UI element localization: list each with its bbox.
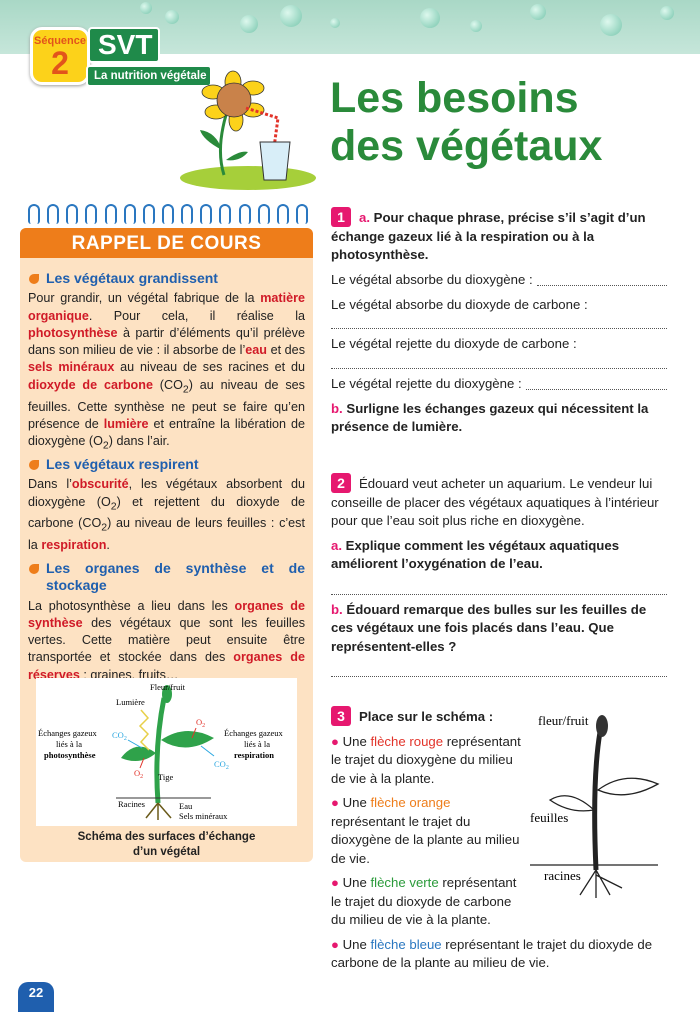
part-label: a.	[359, 210, 370, 225]
label-left-1: Échanges gazeux	[38, 728, 97, 738]
label-right-3: respiration	[234, 750, 274, 760]
text-segment: ) au niveau de ses feuilles. Cette synthèse ne peut se faire qu’en présence de	[28, 377, 305, 431]
key-term: sels minéraux	[28, 360, 115, 375]
sequence-number: 2	[51, 45, 69, 81]
label-sels: Sels minéraux	[179, 811, 228, 821]
question-text: Pour chaque phrase, précise s’il s’agit d’un échange gazeux lié à la respiration ou à la photosynthèse.	[331, 210, 646, 262]
bullet-icon: ●	[331, 875, 343, 890]
answer-field[interactable]	[526, 375, 667, 390]
section-title: Les organes de synthèse et de stockage	[28, 560, 305, 595]
label-tige: Tige	[158, 772, 174, 782]
answer-field[interactable]	[537, 271, 667, 286]
answer-field[interactable]	[331, 580, 667, 595]
text-segment: des végétaux que sont les feuilles vertes. Cette matière peut ensuite être transportée et stockée dans des	[28, 615, 305, 665]
exercise-1	[331, 207, 667, 437]
answer-field[interactable]	[331, 314, 667, 329]
instruction-item: ● Une flèche orange représentant le trajet du dioxygène de la plante au milieu de vie.	[331, 795, 520, 866]
label-o2-right: $O_2$	[196, 717, 206, 729]
exercise-2	[331, 473, 667, 681]
key-term: photosynthèse	[28, 325, 118, 340]
key-term: eau	[245, 343, 267, 358]
sequence-label: Séquence	[34, 35, 86, 47]
course-section	[28, 456, 305, 555]
key-term: respiration	[41, 538, 107, 553]
text-segment: ) au niveau de leurs feuilles : c’est la	[28, 516, 305, 553]
label-fleur-fruit: Fleur/fruit	[150, 682, 185, 692]
bullet-icon: ●	[331, 733, 343, 749]
label-racines: Racines	[118, 799, 145, 809]
label-o2-left: $O_2$	[134, 768, 144, 780]
rappel-title: RAPPEL DE COURS	[20, 228, 313, 258]
label-co2-right: $CO_2$	[214, 759, 229, 771]
arrow-color: flèche bleue	[370, 936, 442, 952]
sequence-badge	[30, 27, 90, 85]
instruction-item: ● Une flèche rouge représentant le trajet du dioxygène du milieu de vie à la plante.	[331, 733, 521, 786]
subscript: 2	[182, 383, 189, 396]
subscript: 2	[102, 439, 109, 452]
instruction-item: ● Une flèche bleue représentant le trajet du dioxyde de carbone de la plante au milieu de vie.	[331, 936, 653, 970]
part-label: b.	[331, 601, 343, 617]
page-number: 22	[18, 982, 54, 1012]
label-fleur-fruit: fleur/fruit	[538, 713, 589, 728]
instruction-item: ● Une flèche verte représentant le trajet du dioxyde de carbone du milieu de vie à la plante.	[331, 875, 517, 927]
section-text	[28, 290, 305, 455]
part-label: b.	[331, 400, 343, 416]
text-segment: ) dans l’air.	[108, 434, 170, 449]
text-segment: : graines, fruits…	[79, 667, 179, 682]
arrow-color: flèche verte	[370, 875, 439, 890]
plant-diagram[interactable]	[530, 710, 665, 900]
label-left-3: photosynthèse	[44, 750, 96, 760]
bullet-icon: ●	[331, 795, 343, 810]
answer-field[interactable]	[331, 354, 667, 369]
subject-label: SVT	[88, 27, 160, 63]
key-term: lumière	[103, 416, 149, 431]
spiral-binding	[28, 204, 308, 226]
label-right-1: Échanges gazeux	[224, 728, 283, 738]
exercise-intro: Édouard veut acheter un aquarium. Le vendeur lui conseille de placer des végétaux aquatiques à l’intérieur pour que l’eau soit plus riche en dioxygène.	[331, 476, 659, 528]
question-text: Édouard remarque des bulles sur les feuilles de ces végétaux une fois placés dans l’eau. Que représentent-elles ?	[331, 601, 647, 654]
course-section	[28, 560, 305, 684]
text-segment: et entraîne la libération de dioxygène (O	[28, 416, 305, 449]
course-section	[28, 270, 305, 455]
text-segment: à partir d’éléments qu’il prélève dans son milieu de vie : il absorbe de l’	[28, 325, 305, 358]
label-left-2: liés à la	[56, 739, 82, 749]
answer-prompt: Le végétal absorbe du dioxyde de carbone :	[331, 296, 588, 312]
text-segment: La photosynthèse a lieu dans les	[28, 598, 235, 613]
question-text: Surligne les échanges gazeux qui nécessitent la présence de lumière.	[331, 400, 649, 434]
text-segment: ) et rejettent du dioxyde de carbone (CO	[28, 494, 306, 531]
section-text	[28, 598, 305, 684]
answer-prompt: Le végétal rejette du dioxygène :	[331, 375, 522, 391]
section-title: Les végétaux grandissent	[28, 270, 305, 287]
section-title: Les végétaux respirent	[28, 456, 305, 473]
label-lumiere: Lumière	[116, 697, 145, 707]
exercise-number: 3	[331, 706, 351, 726]
answer-field[interactable]	[331, 662, 667, 677]
text-segment: Dans l’	[28, 477, 72, 492]
text-segment: (CO	[152, 377, 183, 392]
part-label: a.	[331, 537, 342, 553]
text-segment: .	[106, 538, 110, 553]
subscript: 2	[110, 500, 117, 513]
page-title	[330, 74, 602, 170]
text-segment: au niveau de ses racines et du	[114, 360, 305, 375]
question-text: Explique comment les végétaux aquatiques améliorent l’oxygénation de l’eau.	[331, 537, 620, 571]
text-segment: . Pour cela, il réalise la	[88, 308, 305, 323]
diagram-caption: Schéma des surfaces d’échange d’un végétal	[77, 831, 256, 858]
exercise-intro: Place sur le schéma :	[359, 709, 494, 724]
label-racines: racines	[544, 868, 581, 883]
text-segment: Pour grandir, un végétal fabrique de la	[28, 291, 261, 306]
key-term: matière organique	[28, 291, 305, 323]
section-text	[28, 476, 305, 554]
key-term: organes de réserves	[28, 650, 305, 682]
label-eau: Eau	[179, 801, 193, 811]
title-line: Les besoins	[330, 74, 579, 122]
key-term: obscurité	[71, 477, 129, 492]
key-term: organes de synthèse	[28, 598, 305, 630]
exchange-surfaces-diagram	[36, 678, 297, 826]
exercise-number: 1	[331, 207, 351, 227]
arrow-color: flèche rouge	[370, 733, 444, 749]
bullet-icon: ●	[331, 936, 343, 952]
sunflower-illustration	[178, 70, 318, 195]
answer-prompt: Le végétal rejette du dioxyde de carbone :	[331, 336, 577, 351]
title-line: des végétaux	[330, 122, 603, 170]
key-term: dioxyde de carbone	[28, 377, 153, 392]
text-segment: , les végétaux absorbent du dioxygène (O	[28, 477, 306, 509]
label-co2-left: $CO_2$	[112, 730, 127, 742]
subscript: 2	[101, 521, 108, 534]
label-right-2: liés à la	[244, 739, 270, 749]
label-feuilles: feuilles	[530, 810, 569, 825]
answer-prompt: Le végétal absorbe du dioxygène :	[331, 271, 533, 287]
chapter-subtitle: La nutrition végétale	[86, 65, 212, 87]
text-segment: et des	[266, 343, 305, 358]
arrow-color: flèche orange	[370, 795, 451, 810]
exercise-number: 2	[331, 473, 351, 493]
